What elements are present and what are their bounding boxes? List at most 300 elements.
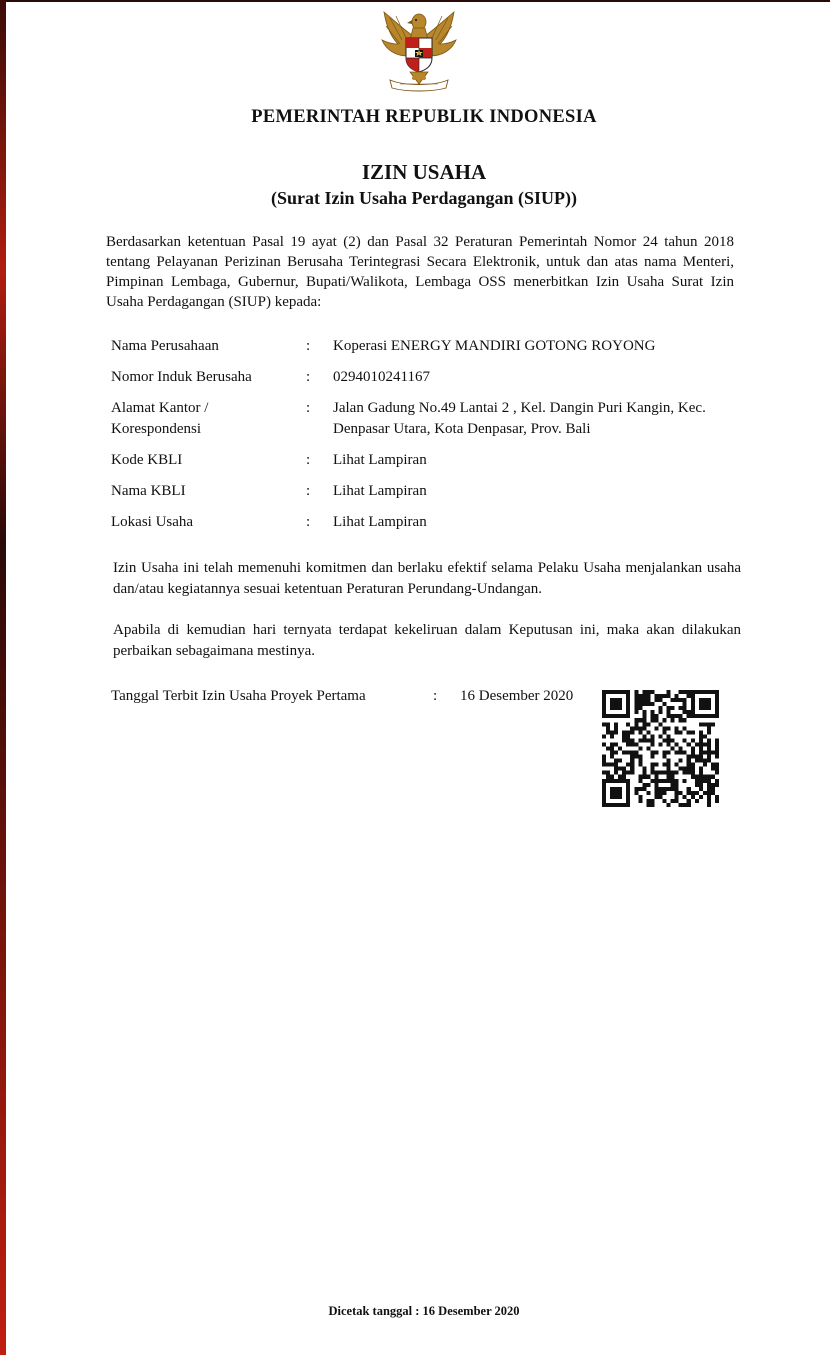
qr-module — [699, 730, 703, 734]
qr-module — [606, 746, 610, 750]
qr-module — [614, 759, 618, 763]
qr-module — [715, 755, 719, 759]
qr-module — [602, 742, 606, 746]
qr-module — [654, 726, 658, 730]
qr-module — [679, 718, 683, 722]
qr-module — [634, 694, 638, 698]
qr-module — [695, 779, 699, 783]
qr-module — [634, 755, 638, 759]
qr-module — [715, 694, 719, 698]
qr-module — [654, 775, 658, 779]
qr-module — [658, 791, 662, 795]
qr-module — [687, 730, 691, 734]
qr-module — [622, 767, 626, 771]
qr-module — [654, 779, 658, 783]
qr-module — [646, 783, 650, 787]
qr-module — [671, 799, 675, 803]
qr-module — [610, 742, 614, 746]
qr-module — [614, 690, 618, 694]
qr-module — [618, 795, 622, 799]
qr-module — [695, 783, 699, 787]
qr-module — [650, 751, 654, 755]
qr-module — [663, 763, 667, 767]
qr-module — [650, 799, 654, 803]
qr-module — [679, 698, 683, 702]
qr-module — [707, 775, 711, 779]
qr-module — [634, 690, 638, 694]
qr-module — [634, 698, 638, 702]
qr-module — [667, 694, 671, 698]
qr-module — [618, 787, 622, 791]
qr-module — [691, 751, 695, 755]
qr-module — [715, 714, 719, 718]
qr-module — [654, 718, 658, 722]
qr-module — [610, 698, 614, 702]
qr-module — [626, 706, 630, 710]
qr-module — [650, 771, 654, 775]
qr-module — [626, 791, 630, 795]
qr-module — [683, 771, 687, 775]
qr-module — [634, 702, 638, 706]
qr-module — [610, 755, 614, 759]
qr-module — [707, 751, 711, 755]
qr-module — [650, 779, 654, 783]
qr-module — [699, 702, 703, 706]
qr-module — [667, 738, 671, 742]
qr-module — [695, 775, 699, 779]
qr-module — [646, 799, 650, 803]
qr-module — [695, 742, 699, 746]
qr-module — [646, 722, 650, 726]
qr-module — [654, 795, 658, 799]
qr-module — [622, 775, 626, 779]
qr-module — [695, 791, 699, 795]
field-colon: : — [306, 483, 311, 499]
qr-module — [703, 698, 707, 702]
qr-module — [691, 755, 695, 759]
qr-module — [614, 706, 618, 710]
qr-module — [691, 694, 695, 698]
qr-module — [675, 698, 679, 702]
qr-module — [679, 767, 683, 771]
qr-module — [699, 746, 703, 750]
qr-module — [691, 730, 695, 734]
qr-module — [654, 694, 658, 698]
qr-module — [606, 771, 610, 775]
qr-module — [622, 690, 626, 694]
qr-module — [650, 718, 654, 722]
qr-module — [610, 734, 614, 738]
qr-module — [667, 767, 671, 771]
qr-module — [675, 783, 679, 787]
qr-module — [602, 799, 606, 803]
qr-module — [695, 690, 699, 694]
qr-module — [715, 795, 719, 799]
qr-module — [610, 795, 614, 799]
qr-module — [610, 787, 614, 791]
qr-module — [699, 722, 703, 726]
qr-module — [618, 698, 622, 702]
qr-module — [707, 726, 711, 730]
qr-module — [606, 775, 610, 779]
qr-module — [691, 714, 695, 718]
qr-module — [614, 771, 618, 775]
qr-module — [707, 730, 711, 734]
qr-module — [618, 767, 622, 771]
qr-module — [707, 738, 711, 742]
qr-module — [671, 783, 675, 787]
qr-code-icon — [602, 690, 719, 807]
qr-module — [638, 799, 642, 803]
qr-module — [691, 775, 695, 779]
qr-module — [711, 783, 715, 787]
qr-module — [634, 726, 638, 730]
qr-module — [646, 702, 650, 706]
qr-module — [634, 742, 638, 746]
qr-module — [614, 767, 618, 771]
qr-module — [646, 775, 650, 779]
qr-module — [634, 722, 638, 726]
qr-module — [602, 771, 606, 775]
qr-module — [703, 690, 707, 694]
qr-module — [699, 751, 703, 755]
qr-module — [658, 698, 662, 702]
qr-module — [626, 783, 630, 787]
qr-module — [715, 767, 719, 771]
qr-module — [654, 791, 658, 795]
qr-module — [658, 734, 662, 738]
qr-module — [675, 730, 679, 734]
qr-module — [703, 763, 707, 767]
qr-module — [614, 787, 618, 791]
qr-module — [626, 763, 630, 767]
qr-module — [622, 734, 626, 738]
government-header: PEMERINTAH REPUBLIK INDONESIA — [251, 107, 597, 127]
qr-module — [715, 738, 719, 742]
field-row-kbli-code — [111, 450, 751, 471]
qr-module — [642, 710, 646, 714]
qr-module — [622, 771, 626, 775]
qr-module — [654, 771, 658, 775]
qr-module — [658, 742, 662, 746]
qr-module — [638, 702, 642, 706]
qr-module — [622, 730, 626, 734]
qr-module — [715, 746, 719, 750]
qr-module — [638, 763, 642, 767]
qr-module — [699, 771, 703, 775]
qr-module — [687, 799, 691, 803]
qr-module — [703, 751, 707, 755]
qr-module — [610, 730, 614, 734]
field-colon: : — [306, 400, 311, 416]
qr-module — [634, 751, 638, 755]
qr-module — [658, 722, 662, 726]
qr-module — [626, 738, 630, 742]
qr-module — [618, 714, 622, 718]
qr-module — [703, 775, 707, 779]
qr-module — [642, 783, 646, 787]
qr-module — [675, 742, 679, 746]
qr-module — [675, 771, 679, 775]
qr-module — [602, 706, 606, 710]
qr-module — [695, 759, 699, 763]
qr-module — [687, 755, 691, 759]
qr-module — [683, 698, 687, 702]
qr-module — [671, 787, 675, 791]
field-row-nib — [111, 367, 751, 388]
printed-date: Dicetak tanggal : 16 Desember 2020 — [328, 1304, 520, 1318]
qr-module — [622, 803, 626, 807]
qr-module — [606, 803, 610, 807]
qr-module — [691, 702, 695, 706]
qr-module — [654, 698, 658, 702]
qr-module — [618, 775, 622, 779]
correction-paragraph: Apabila di kemudian hari ternyata terdapat kekeliruan dalam Keputusan ini, maka akan dilakukan perbaikan sebagaimana mestinya. — [113, 622, 741, 659]
qr-module — [707, 803, 711, 807]
qr-module — [703, 706, 707, 710]
qr-module — [707, 759, 711, 763]
qr-module — [626, 710, 630, 714]
qr-module — [707, 783, 711, 787]
qr-module — [663, 738, 667, 742]
qr-module — [634, 791, 638, 795]
qr-module — [699, 755, 703, 759]
document-title: IZIN USAHA — [361, 160, 487, 184]
qr-module — [602, 759, 606, 763]
qr-module — [707, 795, 711, 799]
field-value: Lihat Lampiran — [333, 452, 427, 468]
qr-module — [626, 698, 630, 702]
qr-module — [707, 787, 711, 791]
qr-module — [687, 763, 691, 767]
qr-module — [699, 767, 703, 771]
qr-module — [642, 690, 646, 694]
qr-module — [675, 779, 679, 783]
qr-module — [622, 738, 626, 742]
qr-module — [658, 795, 662, 799]
qr-module — [707, 698, 711, 702]
qr-module — [675, 787, 679, 791]
qr-module — [711, 775, 715, 779]
qr-module — [614, 791, 618, 795]
qr-module — [691, 763, 695, 767]
qr-module — [646, 803, 650, 807]
qr-module — [610, 779, 614, 783]
qr-module — [626, 803, 630, 807]
qr-module — [622, 779, 626, 783]
qr-module — [638, 779, 642, 783]
qr-module — [658, 706, 662, 710]
qr-module — [618, 759, 622, 763]
qr-module — [602, 779, 606, 783]
qr-module — [650, 755, 654, 759]
qr-module — [638, 746, 642, 750]
qr-module — [614, 751, 618, 755]
qr-module — [687, 690, 691, 694]
qr-module — [667, 734, 671, 738]
qr-module — [663, 787, 667, 791]
qr-module — [614, 742, 618, 746]
qr-module — [683, 718, 687, 722]
qr-module — [699, 783, 703, 787]
qr-module — [626, 734, 630, 738]
qr-module — [715, 799, 719, 803]
qr-module — [606, 763, 610, 767]
qr-module — [703, 759, 707, 763]
qr-module — [707, 791, 711, 795]
qr-module — [646, 746, 650, 750]
qr-module — [654, 714, 658, 718]
qr-module — [683, 702, 687, 706]
qr-module — [610, 702, 614, 706]
qr-module — [602, 787, 606, 791]
qr-module — [711, 690, 715, 694]
qr-module — [634, 787, 638, 791]
qr-module — [642, 775, 646, 779]
qr-module — [610, 791, 614, 795]
qr-module — [679, 746, 683, 750]
qr-module — [711, 791, 715, 795]
qr-module — [618, 690, 622, 694]
qr-module — [658, 694, 662, 698]
qr-module — [683, 690, 687, 694]
qr-module — [654, 751, 658, 755]
qr-module — [614, 726, 618, 730]
qr-module — [703, 722, 707, 726]
qr-module — [679, 690, 683, 694]
qr-module — [630, 767, 634, 771]
qr-module — [626, 694, 630, 698]
qr-module — [626, 799, 630, 803]
qr-module — [610, 746, 614, 750]
qr-module — [614, 763, 618, 767]
qr-module — [671, 775, 675, 779]
qr-module — [622, 714, 626, 718]
qr-module — [650, 742, 654, 746]
qr-module — [602, 690, 606, 694]
qr-module — [602, 694, 606, 698]
qr-module — [638, 759, 642, 763]
qr-module — [638, 795, 642, 799]
qr-module — [683, 738, 687, 742]
qr-module — [715, 690, 719, 694]
qr-module — [667, 763, 671, 767]
qr-module — [699, 738, 703, 742]
qr-module — [642, 694, 646, 698]
qr-module — [646, 791, 650, 795]
qr-module — [638, 694, 642, 698]
qr-module — [602, 734, 606, 738]
field-label: Nama Perusahaan — [111, 338, 219, 354]
qr-module — [650, 803, 654, 807]
qr-module — [638, 706, 642, 710]
qr-module — [687, 714, 691, 718]
qr-module — [671, 746, 675, 750]
qr-module — [715, 751, 719, 755]
qr-module — [703, 702, 707, 706]
qr-module — [667, 690, 671, 694]
qr-module — [634, 706, 638, 710]
qr-module — [691, 710, 695, 714]
qr-module — [703, 734, 707, 738]
qr-module — [638, 775, 642, 779]
qr-module — [711, 714, 715, 718]
qr-module — [614, 795, 618, 799]
qr-module — [671, 738, 675, 742]
qr-module — [691, 767, 695, 771]
qr-module — [679, 730, 683, 734]
field-row-business-location — [111, 512, 751, 533]
qr-module — [663, 751, 667, 755]
qr-module — [602, 783, 606, 787]
qr-module — [695, 714, 699, 718]
field-row-company-name — [111, 336, 751, 357]
qr-module — [630, 755, 634, 759]
qr-module — [687, 803, 691, 807]
qr-module — [691, 771, 695, 775]
issue-date-label: Tanggal Terbit Izin Usaha Proyek Pertama — [111, 688, 366, 704]
qr-module — [642, 714, 646, 718]
qr-module — [699, 795, 703, 799]
qr-module — [667, 714, 671, 718]
field-value: Lihat Lampiran — [333, 514, 427, 530]
qr-module — [663, 799, 667, 803]
qr-module — [642, 771, 646, 775]
qr-module — [610, 714, 614, 718]
document-subtitle: (Surat Izin Usaha Perdagangan (SIUP)) — [270, 188, 578, 208]
qr-module — [683, 751, 687, 755]
qr-module — [663, 730, 667, 734]
qr-module — [715, 698, 719, 702]
qr-module — [658, 771, 662, 775]
qr-module — [691, 690, 695, 694]
qr-module — [610, 763, 614, 767]
qr-module — [707, 722, 711, 726]
qr-module — [626, 751, 630, 755]
qr-module — [650, 734, 654, 738]
qr-module — [614, 714, 618, 718]
qr-module — [602, 755, 606, 759]
qr-module — [663, 726, 667, 730]
qr-module — [634, 718, 638, 722]
field-row-kbli-name — [111, 481, 751, 502]
qr-module — [626, 690, 630, 694]
qr-module — [610, 803, 614, 807]
field-colon: : — [306, 338, 311, 354]
qr-module — [707, 706, 711, 710]
qr-module — [646, 730, 650, 734]
qr-module — [683, 726, 687, 730]
qr-module — [638, 755, 642, 759]
field-value: Koperasi ENERGY MANDIRI GOTONG ROYONG — [333, 338, 656, 354]
qr-module — [626, 730, 630, 734]
qr-module — [715, 771, 719, 775]
qr-module — [642, 767, 646, 771]
qr-module — [667, 775, 671, 779]
qr-module — [683, 795, 687, 799]
qr-module — [614, 803, 618, 807]
qr-module — [642, 738, 646, 742]
qr-module — [642, 702, 646, 706]
qr-module — [691, 698, 695, 702]
qr-module — [687, 791, 691, 795]
qr-module — [654, 787, 658, 791]
qr-module — [667, 779, 671, 783]
qr-module — [711, 787, 715, 791]
field-colon: : — [306, 369, 311, 385]
qr-module — [663, 791, 667, 795]
qr-module — [707, 799, 711, 803]
